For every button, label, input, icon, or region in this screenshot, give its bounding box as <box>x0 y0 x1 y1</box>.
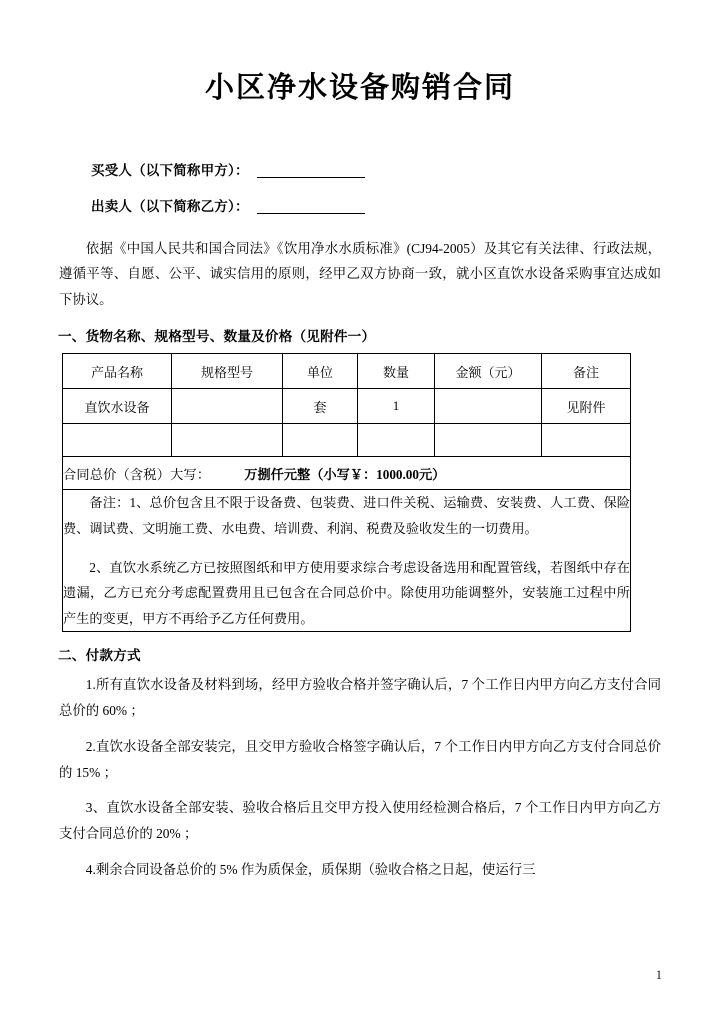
preamble-paragraph: 依据《中国人民共和国合同法》《饮用净水水质标准》(CJ94-2005）及其它有关法律、行政法规，遵循平等、自愿、公平、诚实信用的原则，经甲乙双方协商一致，就小区直饮水设备采购事宜达成如下协议。 <box>59 240 661 308</box>
notes-cell <box>63 490 631 632</box>
payment-term-3: 3、直饮水设备全部安装、验收合格后且交甲方投入使用经检测合格后，7 个工作日内甲方向乙方支付合同总价的 20% ； <box>59 800 661 842</box>
note-item-2: 2、直饮水系统乙方已按照图纸和甲方使用要求综合考虑设备选用和配置管线，若图纸中存在遗漏，乙方已充分考虑配置费用且已包含在合同总价中。除使用功能调整外，安装施工过程中所产生的变更，甲方不再给予乙方任何费用。 <box>63 559 630 626</box>
column-header-spec-model: 规格型号 <box>172 354 283 389</box>
buyer-fill-in-field[interactable] <box>257 164 365 178</box>
payment-term-2: 2.直饮水设备全部安装完，且交甲方验收合格签字确认后，7 个工作日内甲方向乙方支付合同总价的 15% ； <box>59 738 661 780</box>
total-price-value[interactable]: 万捌仟元整（小写￥：1000.00元） <box>244 466 446 482</box>
cell-spec-model[interactable] <box>172 389 283 424</box>
column-header-product-name: 产品名称 <box>63 354 172 389</box>
cell-unit[interactable]: 套 <box>283 389 358 424</box>
parties-block <box>58 164 662 214</box>
page-title: 小区净水设备购销合同 <box>204 72 515 104</box>
column-header-remark: 备注 <box>542 354 631 389</box>
section-heading-goods: 一、货物名称、规格型号、数量及价格（见附件一） <box>58 328 376 344</box>
cell-amount[interactable] <box>435 424 542 457</box>
section-heading-payment: 二、付款方式 <box>58 648 141 663</box>
total-price-row <box>63 457 631 490</box>
cell-remark[interactable] <box>542 424 631 457</box>
cell-remark[interactable]: 见附件 <box>542 389 631 424</box>
notes-row <box>63 490 631 632</box>
page-number: 1 <box>655 967 662 982</box>
column-header-amount: 金额（元） <box>435 354 542 389</box>
goods-table <box>62 353 631 632</box>
seller-fill-in-field[interactable] <box>257 200 365 214</box>
cell-unit[interactable] <box>283 424 358 457</box>
cell-quantity[interactable] <box>358 424 435 457</box>
buyer-label: 买受人（以下简称甲方）： <box>91 163 249 179</box>
column-header-unit: 单位 <box>283 354 358 389</box>
table-row <box>63 389 631 424</box>
table-header-row <box>63 354 631 389</box>
cell-product-name[interactable]: 直饮水设备 <box>63 389 172 424</box>
cell-product-name[interactable] <box>63 424 172 457</box>
total-price-cell <box>63 457 631 490</box>
cell-quantity[interactable]: 1 <box>358 389 435 424</box>
cell-amount[interactable] <box>435 389 542 424</box>
cell-spec-model[interactable] <box>172 424 283 457</box>
table-row <box>63 424 631 457</box>
total-price-label: 合同总价（含税）大写： <box>63 466 211 482</box>
payment-term-4: 4.剩余合同设备总价的 5% 作为质保金，质保期（验收合格之日起，使运行三 <box>85 861 536 877</box>
buyer-line <box>91 164 662 178</box>
seller-line <box>91 200 662 214</box>
payment-term-1: 1.所有直饮水设备及材料到场，经甲方验收合格并签字确认后，7 个工作日内甲方向乙方支付合同总价的 60% ； <box>59 677 661 719</box>
note-item-1: 备注：1、总价包含且不限于设备费、包装费、进口件关税、运输费、安装费、人工费、保险费、调试费、文明施工费、水电费、培训费、利润、税费及验收发生的一切费用。 <box>63 495 630 536</box>
payment-terms-list <box>58 672 662 882</box>
seller-label: 出卖人（以下简称乙方）： <box>91 199 249 215</box>
column-header-quantity: 数量 <box>358 354 435 389</box>
